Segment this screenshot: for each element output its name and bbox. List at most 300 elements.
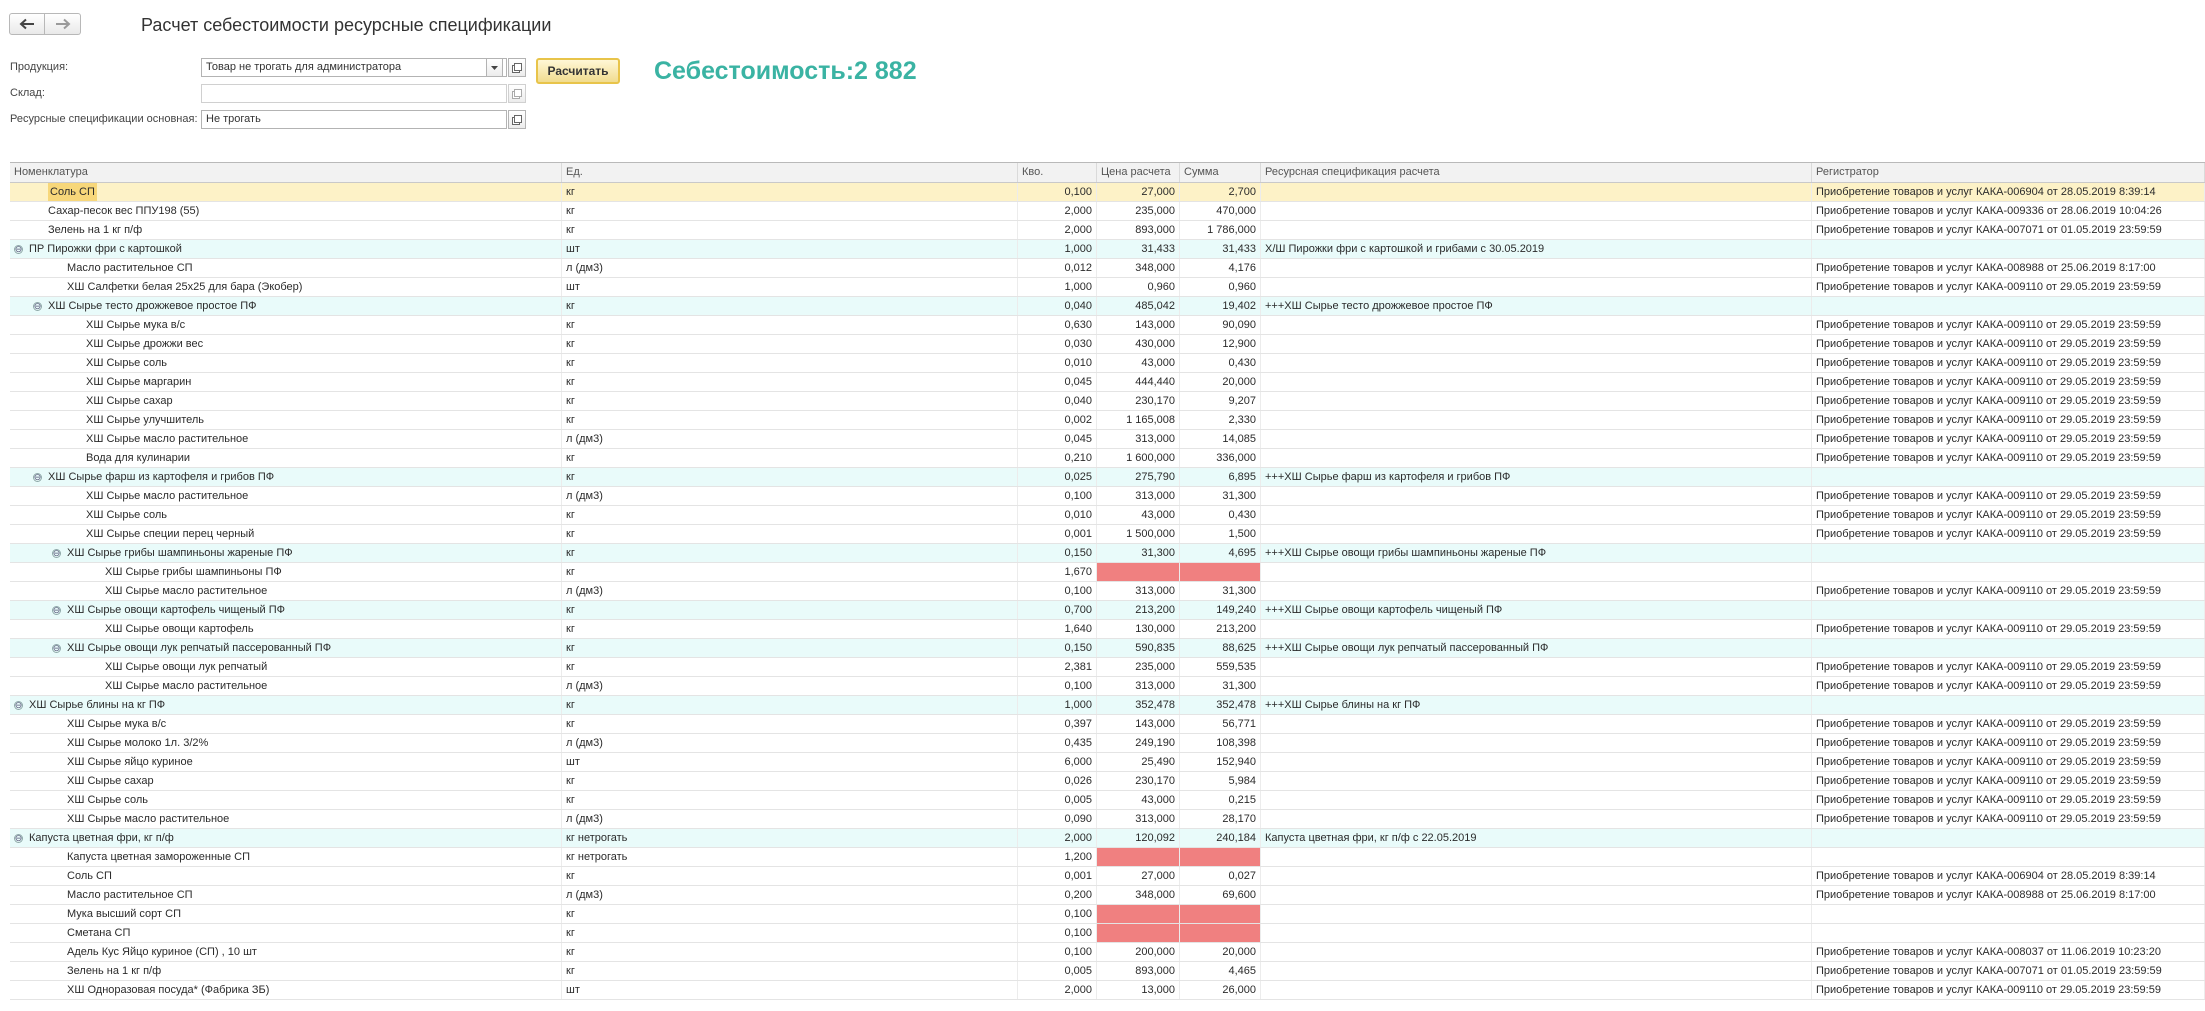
- cell-quantity: 0,435: [1018, 734, 1097, 752]
- cell-unit: кг: [562, 221, 1018, 239]
- cell-registrar: Приобретение товаров и услуг КАКА-007071 от 01.05.2019 23:59:59: [1812, 962, 2205, 980]
- spec-field[interactable]: Не трогать: [201, 110, 507, 129]
- cell-spec: [1261, 658, 1812, 676]
- cell-spec: Х/Ш Пирожки фри с картошкой и грибами с 30.05.2019: [1261, 240, 1812, 258]
- cell-sum: 69,600: [1180, 886, 1261, 904]
- cell-price: [1097, 905, 1180, 923]
- table-group-row[interactable]: [10, 468, 2205, 487]
- cell-spec: [1261, 848, 1812, 866]
- cell-sum: 2,700: [1180, 183, 1261, 201]
- cell-registrar: Приобретение товаров и услуг КАКА-009110 от 29.05.2019 23:59:59: [1812, 430, 2205, 448]
- table-row[interactable]: [10, 316, 2205, 335]
- item-name: ХШ Сырье масло растительное: [86, 490, 249, 502]
- cell-spec: [1261, 810, 1812, 828]
- cell-quantity: 2,000: [1018, 829, 1097, 847]
- cell-quantity: 0,040: [1018, 297, 1097, 315]
- item-name: ХШ Сырье грибы шампиньоны ПФ: [105, 566, 282, 578]
- cell-price: 13,000: [1097, 981, 1180, 999]
- spec-open-button[interactable]: [508, 110, 526, 129]
- cell-price: 31,300: [1097, 544, 1180, 562]
- table-row[interactable]: [10, 620, 2205, 639]
- item-name: ХШ Сырье овощи картофель: [105, 623, 254, 635]
- collapse-toggle-icon[interactable]: ⊖: [52, 604, 61, 615]
- product-dropdown-button[interactable]: [486, 58, 503, 77]
- cell-quantity: 0,397: [1018, 715, 1097, 733]
- cell-sum: [1180, 905, 1261, 923]
- cell-nomenclature: [10, 924, 562, 942]
- arrow-left-icon: [19, 18, 35, 30]
- table-row[interactable]: [10, 905, 2205, 924]
- cell-spec: [1261, 734, 1812, 752]
- cell-quantity: 0,090: [1018, 810, 1097, 828]
- item-name: Сахар-песок вес ППУ198 (55): [48, 205, 200, 217]
- table-row[interactable]: [10, 183, 2205, 202]
- cell-unit: л (дм3): [562, 734, 1018, 752]
- cell-sum: 4,695: [1180, 544, 1261, 562]
- cell-unit: л (дм3): [562, 886, 1018, 904]
- cell-price: 43,000: [1097, 354, 1180, 372]
- cell-spec: +++ХШ Сырье овощи грибы шампиньоны жареные ПФ: [1261, 544, 1812, 562]
- cell-nomenclature: [10, 506, 562, 524]
- table-body: [10, 183, 2205, 1000]
- cell-unit: шт: [562, 278, 1018, 296]
- item-name: Вода для кулинарии: [86, 452, 191, 464]
- cell-registrar: [1812, 563, 2205, 581]
- cell-nomenclature: [10, 753, 562, 771]
- chevron-down-icon: [491, 66, 498, 70]
- cell-price: 143,000: [1097, 316, 1180, 334]
- item-name: Зелень на 1 кг п/ф: [48, 224, 143, 236]
- cell-price: 313,000: [1097, 487, 1180, 505]
- cell-sum: 4,176: [1180, 259, 1261, 277]
- cell-unit: кг нетрогать: [562, 829, 1018, 847]
- table-row[interactable]: [10, 810, 2205, 829]
- cell-quantity: 0,100: [1018, 487, 1097, 505]
- cell-sum: [1180, 848, 1261, 866]
- cell-spec: [1261, 677, 1812, 695]
- cell-spec: [1261, 582, 1812, 600]
- cell-sum: 1,500: [1180, 525, 1261, 543]
- cell-sum: 20,000: [1180, 373, 1261, 391]
- collapse-toggle-icon[interactable]: ⊖: [52, 642, 61, 653]
- item-name: ХШ Сырье грибы шампиньоны жареные ПФ: [67, 547, 293, 559]
- cell-sum: 31,300: [1180, 677, 1261, 695]
- cell-unit: кг: [562, 335, 1018, 353]
- cell-spec: +++ХШ Сырье блины на кг ПФ: [1261, 696, 1812, 714]
- cell-unit: кг: [562, 373, 1018, 391]
- column-header-quantity[interactable]: Кво.: [1018, 163, 1097, 182]
- cost-table: [10, 162, 2205, 1000]
- cell-unit: шт: [562, 981, 1018, 999]
- forward-button[interactable]: [45, 13, 81, 35]
- cell-price: 143,000: [1097, 715, 1180, 733]
- cell-spec: [1261, 867, 1812, 885]
- cell-price: 348,000: [1097, 259, 1180, 277]
- cell-price: 120,092: [1097, 829, 1180, 847]
- cell-spec: [1261, 183, 1812, 201]
- cell-price: 313,000: [1097, 810, 1180, 828]
- table-group-row[interactable]: [10, 829, 2205, 848]
- cell-unit: кг: [562, 791, 1018, 809]
- cell-spec: [1261, 905, 1812, 923]
- table-row[interactable]: [10, 278, 2205, 297]
- cell-nomenclature: [10, 658, 562, 676]
- cell-spec: [1261, 924, 1812, 942]
- cell-unit: кг: [562, 183, 1018, 201]
- item-name: ХШ Сырье яйцо куриное: [67, 756, 193, 768]
- table-row[interactable]: [10, 487, 2205, 506]
- cell-quantity: 1,000: [1018, 696, 1097, 714]
- cell-quantity: 0,100: [1018, 905, 1097, 923]
- item-name: ХШ Сырье улучшитель: [86, 414, 205, 426]
- cell-registrar: Приобретение товаров и услуг КАКА-009110 от 29.05.2019 23:59:59: [1812, 278, 2205, 296]
- cell-quantity: 0,001: [1018, 525, 1097, 543]
- cell-spec: [1261, 278, 1812, 296]
- table-row[interactable]: [10, 563, 2205, 582]
- cell-price: 27,000: [1097, 183, 1180, 201]
- cell-nomenclature: [10, 601, 562, 619]
- cell-registrar: Приобретение товаров и услуг КАКА-009110 от 29.05.2019 23:59:59: [1812, 753, 2205, 771]
- cost-total: Себестоимость:2 882: [654, 57, 917, 85]
- cell-spec: [1261, 943, 1812, 961]
- cell-sum: 559,535: [1180, 658, 1261, 676]
- cell-sum: 6,895: [1180, 468, 1261, 486]
- cell-quantity: 0,005: [1018, 962, 1097, 980]
- item-name: ПР Пирожки фри с картошкой: [29, 243, 182, 255]
- cell-spec: [1261, 316, 1812, 334]
- spec-label: Ресурсные спецификации основная:: [10, 113, 198, 125]
- cell-registrar: [1812, 924, 2205, 942]
- cell-sum: 12,900: [1180, 335, 1261, 353]
- cell-sum: 0,960: [1180, 278, 1261, 296]
- cell-registrar: Приобретение товаров и услуг КАКА-009110 от 29.05.2019 23:59:59: [1812, 392, 2205, 410]
- cell-spec: [1261, 487, 1812, 505]
- cell-nomenclature: [10, 259, 562, 277]
- cell-nomenclature: [10, 297, 562, 315]
- column-header-registrar[interactable]: Регистратор: [1812, 163, 2205, 182]
- cell-nomenclature: [10, 468, 562, 486]
- product-open-button[interactable]: [508, 58, 526, 77]
- product-field[interactable]: Товар не трогать для администратора: [201, 58, 507, 77]
- cell-unit: кг: [562, 297, 1018, 315]
- collapse-toggle-icon[interactable]: ⊖: [33, 300, 42, 311]
- warehouse-field[interactable]: [201, 84, 507, 103]
- item-name: Мука высший сорт СП: [67, 908, 181, 920]
- column-header-price[interactable]: Цена расчета: [1097, 163, 1180, 182]
- cell-registrar: Приобретение товаров и услуг КАКА-009110 от 29.05.2019 23:59:59: [1812, 658, 2205, 676]
- collapse-toggle-icon[interactable]: ⊖: [14, 832, 23, 843]
- table-row[interactable]: [10, 981, 2205, 1000]
- cell-nomenclature: [10, 449, 562, 467]
- cell-registrar: [1812, 829, 2205, 847]
- cell-spec: [1261, 449, 1812, 467]
- item-name: Сметана СП: [67, 927, 131, 939]
- collapse-toggle-icon[interactable]: ⊖: [33, 471, 42, 482]
- cell-spec: [1261, 506, 1812, 524]
- cell-quantity: 1,000: [1018, 278, 1097, 296]
- cell-nomenclature: [10, 392, 562, 410]
- table-row[interactable]: [10, 373, 2205, 392]
- cell-nomenclature: [10, 525, 562, 543]
- table-row[interactable]: [10, 525, 2205, 544]
- column-header-sum[interactable]: Сумма: [1180, 163, 1261, 182]
- cell-sum: 149,240: [1180, 601, 1261, 619]
- cell-quantity: 0,100: [1018, 943, 1097, 961]
- cell-unit: кг: [562, 601, 1018, 619]
- table-group-row[interactable]: [10, 601, 2205, 620]
- cell-sum: 28,170: [1180, 810, 1261, 828]
- cell-spec: [1261, 981, 1812, 999]
- cell-unit: кг: [562, 316, 1018, 334]
- cell-quantity: 2,000: [1018, 981, 1097, 999]
- cell-price: 43,000: [1097, 506, 1180, 524]
- cell-spec: [1261, 221, 1812, 239]
- cell-unit: кг: [562, 905, 1018, 923]
- table-row[interactable]: [10, 715, 2205, 734]
- open-window-icon: [512, 115, 522, 125]
- item-name: ХШ Сырье масло растительное: [105, 585, 268, 597]
- cell-quantity: 0,045: [1018, 430, 1097, 448]
- cell-sum: 4,465: [1180, 962, 1261, 980]
- table-group-row[interactable]: [10, 639, 2205, 658]
- cell-registrar: Приобретение товаров и услуг КАКА-009110 от 29.05.2019 23:59:59: [1812, 373, 2205, 391]
- cell-spec: +++ХШ Сырье фарш из картофеля и грибов ПФ: [1261, 468, 1812, 486]
- cell-registrar: Приобретение товаров и услуг КАКА-009110 от 29.05.2019 23:59:59: [1812, 620, 2205, 638]
- cell-nomenclature: [10, 734, 562, 752]
- cell-registrar: Приобретение товаров и услуг КАКА-008037 от 11.06.2019 10:23:20: [1812, 943, 2205, 961]
- cell-sum: 20,000: [1180, 943, 1261, 961]
- cell-unit: кг: [562, 468, 1018, 486]
- column-header-spec[interactable]: Ресурсная спецификация расчета: [1261, 163, 1812, 182]
- table-group-row[interactable]: [10, 297, 2205, 316]
- item-name: ХШ Сырье масло растительное: [86, 433, 249, 445]
- table-row[interactable]: [10, 677, 2205, 696]
- cell-spec: [1261, 525, 1812, 543]
- cell-price: 1 500,000: [1097, 525, 1180, 543]
- cell-registrar: Приобретение товаров и услуг КАКА-009110 от 29.05.2019 23:59:59: [1812, 582, 2205, 600]
- cell-sum: 5,984: [1180, 772, 1261, 790]
- table-row[interactable]: [10, 943, 2205, 962]
- cell-spec: Капуста цветная фри, кг п/ф с 22.05.2019: [1261, 829, 1812, 847]
- cell-unit: кг: [562, 392, 1018, 410]
- cell-registrar: Приобретение товаров и услуг КАКА-008988 от 25.06.2019 8:17:00: [1812, 886, 2205, 904]
- cell-quantity: 0,010: [1018, 506, 1097, 524]
- cell-nomenclature: [10, 981, 562, 999]
- table-row[interactable]: [10, 202, 2205, 221]
- open-window-icon: [512, 63, 522, 73]
- cell-unit: л (дм3): [562, 487, 1018, 505]
- cell-spec: [1261, 335, 1812, 353]
- cell-price: [1097, 848, 1180, 866]
- cell-quantity: 0,010: [1018, 354, 1097, 372]
- item-name: Адель Кус Яйцо куриное (СП) , 10 шт: [67, 946, 257, 958]
- item-name: Масло растительное СП: [67, 262, 193, 274]
- cell-spec: [1261, 259, 1812, 277]
- back-button[interactable]: [9, 13, 45, 35]
- cell-unit: кг: [562, 411, 1018, 429]
- table-row[interactable]: [10, 867, 2205, 886]
- cell-registrar: Приобретение товаров и услуг КАКА-009110 от 29.05.2019 23:59:59: [1812, 734, 2205, 752]
- table-row[interactable]: [10, 411, 2205, 430]
- cell-price: 275,790: [1097, 468, 1180, 486]
- cell-nomenclature: [10, 563, 562, 581]
- cell-sum: [1180, 563, 1261, 581]
- open-window-icon: [512, 89, 522, 99]
- cell-registrar: Приобретение товаров и услуг КАКА-009110 от 29.05.2019 23:59:59: [1812, 810, 2205, 828]
- table-row[interactable]: [10, 354, 2205, 373]
- cell-price: 348,000: [1097, 886, 1180, 904]
- cell-unit: кг: [562, 639, 1018, 657]
- cell-spec: [1261, 620, 1812, 638]
- table-row[interactable]: [10, 221, 2205, 240]
- cell-sum: 31,300: [1180, 582, 1261, 600]
- table-row[interactable]: [10, 335, 2205, 354]
- cell-registrar: [1812, 639, 2205, 657]
- cell-quantity: 0,002: [1018, 411, 1097, 429]
- cell-sum: 88,625: [1180, 639, 1261, 657]
- cell-price: 485,042: [1097, 297, 1180, 315]
- cell-price: 313,000: [1097, 582, 1180, 600]
- cell-quantity: 2,000: [1018, 202, 1097, 220]
- warehouse-open-button[interactable]: [508, 84, 526, 103]
- table-row[interactable]: [10, 259, 2205, 278]
- cell-spec: [1261, 772, 1812, 790]
- table-row[interactable]: [10, 734, 2205, 753]
- table-row[interactable]: [10, 430, 2205, 449]
- table-row[interactable]: [10, 658, 2205, 677]
- cell-registrar: Приобретение товаров и услуг КАКА-009110 от 29.05.2019 23:59:59: [1812, 449, 2205, 467]
- cell-nomenclature: [10, 335, 562, 353]
- cell-nomenclature: [10, 316, 562, 334]
- table-row[interactable]: [10, 506, 2205, 525]
- cell-quantity: 0,100: [1018, 677, 1097, 695]
- column-header-nomenclature[interactable]: Номенклатура: [10, 163, 562, 182]
- cell-quantity: 0,026: [1018, 772, 1097, 790]
- cell-price: 25,490: [1097, 753, 1180, 771]
- cell-spec: +++ХШ Сырье овощи картофель чищеный ПФ: [1261, 601, 1812, 619]
- cell-price: [1097, 563, 1180, 581]
- item-name: ХШ Сырье фарш из картофеля и грибов ПФ: [48, 471, 275, 483]
- cell-spec: [1261, 886, 1812, 904]
- cell-spec: [1261, 753, 1812, 771]
- item-name: ХШ Сырье сахар: [86, 395, 173, 407]
- table-row[interactable]: [10, 582, 2205, 601]
- cell-price: 249,190: [1097, 734, 1180, 752]
- cell-registrar: Приобретение товаров и услуг КАКА-009110 от 29.05.2019 23:59:59: [1812, 772, 2205, 790]
- item-name: Соль СП: [67, 870, 112, 882]
- cell-registrar: Приобретение товаров и услуг КАКА-009110 от 29.05.2019 23:59:59: [1812, 525, 2205, 543]
- cell-unit: л (дм3): [562, 677, 1018, 695]
- cell-nomenclature: [10, 221, 562, 239]
- collapse-toggle-icon[interactable]: ⊖: [14, 243, 23, 254]
- cell-sum: 0,430: [1180, 506, 1261, 524]
- cell-spec: [1261, 430, 1812, 448]
- cell-unit: кг: [562, 658, 1018, 676]
- cell-nomenclature: [10, 544, 562, 562]
- navigation-buttons: [9, 13, 81, 35]
- cell-sum: 26,000: [1180, 981, 1261, 999]
- cell-price: 1 600,000: [1097, 449, 1180, 467]
- cell-sum: 31,300: [1180, 487, 1261, 505]
- cell-registrar: [1812, 905, 2205, 923]
- item-name: ХШ Сырье специи перец черный: [86, 528, 255, 540]
- table-group-row[interactable]: [10, 240, 2205, 259]
- item-name: ХШ Сырье соль: [67, 794, 148, 806]
- cell-nomenclature: [10, 354, 562, 372]
- cell-quantity: 1,670: [1018, 563, 1097, 581]
- cell-unit: кг: [562, 620, 1018, 638]
- table-row[interactable]: [10, 772, 2205, 791]
- cell-price: 893,000: [1097, 962, 1180, 980]
- table-row[interactable]: [10, 791, 2205, 810]
- table-group-row[interactable]: [10, 544, 2205, 563]
- cell-unit: кг: [562, 962, 1018, 980]
- cell-quantity: 0,040: [1018, 392, 1097, 410]
- item-name: ХШ Сырье мука в/с: [86, 319, 186, 331]
- cell-quantity: 0,150: [1018, 639, 1097, 657]
- cell-sum: 56,771: [1180, 715, 1261, 733]
- cell-price: 235,000: [1097, 658, 1180, 676]
- column-header-unit[interactable]: Ед.: [562, 163, 1018, 182]
- cell-quantity: 0,200: [1018, 886, 1097, 904]
- table-row[interactable]: [10, 392, 2205, 411]
- item-name: ХШ Сырье овощи картофель чищеный ПФ: [67, 604, 286, 616]
- cell-nomenclature: [10, 487, 562, 505]
- cell-registrar: [1812, 696, 2205, 714]
- cell-unit: кг: [562, 449, 1018, 467]
- collapse-toggle-icon[interactable]: ⊖: [52, 547, 61, 558]
- cell-quantity: 0,030: [1018, 335, 1097, 353]
- cell-price: 130,000: [1097, 620, 1180, 638]
- table-row[interactable]: [10, 924, 2205, 943]
- cell-sum: 470,000: [1180, 202, 1261, 220]
- cell-quantity: 1,200: [1018, 848, 1097, 866]
- item-name: Соль СП: [48, 183, 97, 201]
- table-row[interactable]: [10, 848, 2205, 867]
- cell-registrar: Приобретение товаров и услуг КАКА-009110 от 29.05.2019 23:59:59: [1812, 411, 2205, 429]
- cell-price: 230,170: [1097, 772, 1180, 790]
- cell-sum: 0,430: [1180, 354, 1261, 372]
- cell-sum: 90,090: [1180, 316, 1261, 334]
- table-row[interactable]: [10, 962, 2205, 981]
- cell-sum: 1 786,000: [1180, 221, 1261, 239]
- page-title: Расчет себестоимости ресурсные спецификации: [141, 15, 552, 35]
- cell-price: 43,000: [1097, 791, 1180, 809]
- cell-sum: 14,085: [1180, 430, 1261, 448]
- table-row[interactable]: [10, 753, 2205, 772]
- cell-nomenclature: [10, 183, 562, 201]
- cell-price: 31,433: [1097, 240, 1180, 258]
- calculate-button[interactable]: Расчитать: [536, 58, 620, 84]
- cell-registrar: [1812, 297, 2205, 315]
- table-row[interactable]: [10, 886, 2205, 905]
- collapse-toggle-icon[interactable]: ⊖: [14, 699, 23, 710]
- table-group-row[interactable]: [10, 696, 2205, 715]
- item-name: Капуста цветная замороженные СП: [67, 851, 250, 863]
- cell-registrar: Приобретение товаров и услуг КАКА-006904 от 28.05.2019 8:39:14: [1812, 867, 2205, 885]
- cell-unit: кг: [562, 924, 1018, 942]
- cell-nomenclature: [10, 810, 562, 828]
- cell-registrar: Приобретение товаров и услуг КАКА-009110 от 29.05.2019 23:59:59: [1812, 506, 2205, 524]
- cell-nomenclature: [10, 639, 562, 657]
- table-row[interactable]: [10, 449, 2205, 468]
- cell-unit: кг: [562, 525, 1018, 543]
- cell-nomenclature: [10, 886, 562, 904]
- cell-registrar: Приобретение товаров и услуг КАКА-009110 от 29.05.2019 23:59:59: [1812, 354, 2205, 372]
- item-name: ХШ Сырье маргарин: [86, 376, 192, 388]
- cell-nomenclature: [10, 848, 562, 866]
- cell-price: [1097, 924, 1180, 942]
